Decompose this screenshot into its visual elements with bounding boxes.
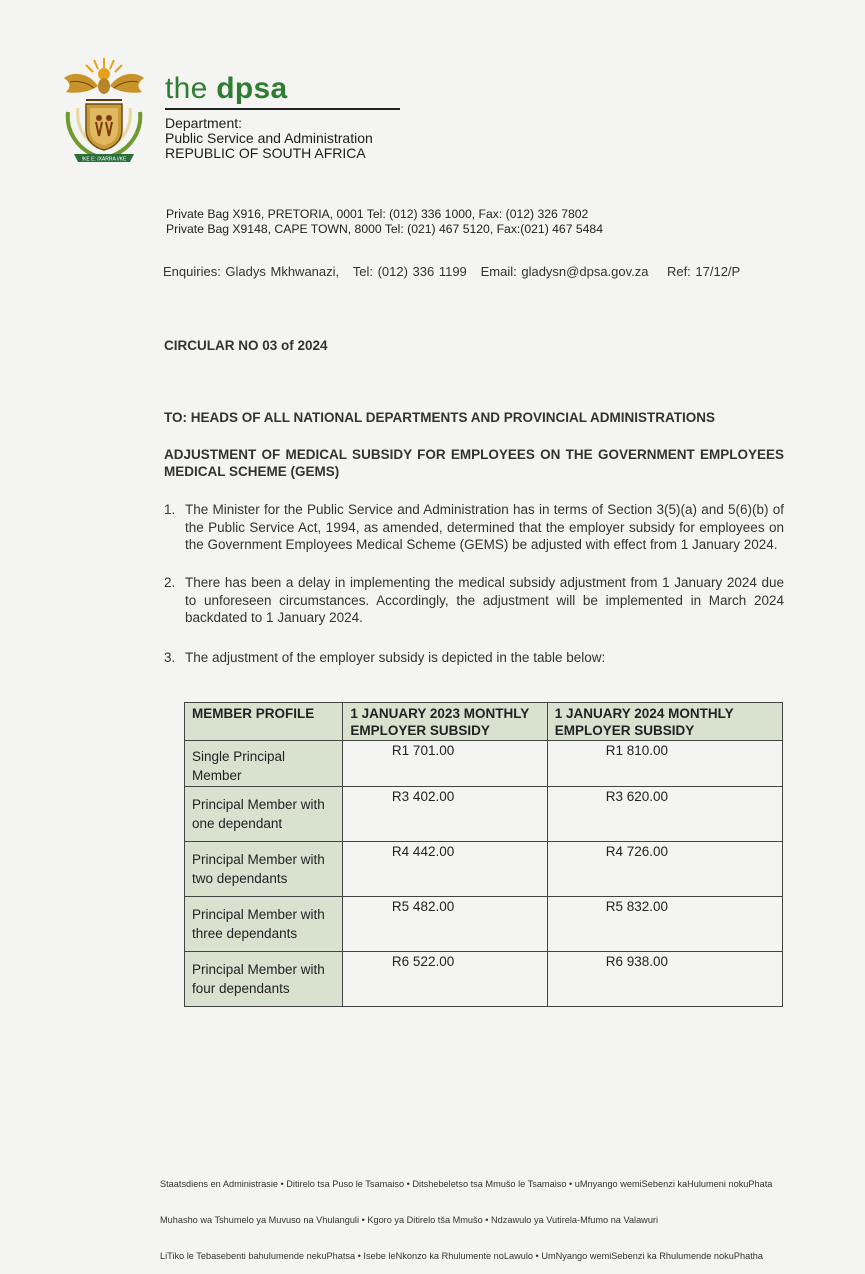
value-2023-cell: R5 482.00 — [343, 897, 547, 952]
address-pretoria: Private Bag X916, PRETORIA, 0001 Tel: (012) 336 1000, Fax: (012) 326 7802 — [166, 207, 589, 221]
profile-cell: Single Principal Member — [185, 741, 343, 787]
brand-divider — [165, 108, 400, 110]
table-row — [185, 787, 783, 842]
value-2023-cell: R1 701.00 — [343, 741, 547, 787]
circular-number: CIRCULAR NO 03 of 2024 — [164, 338, 328, 353]
brand-block — [165, 72, 405, 161]
value-2023-cell: R4 442.00 — [343, 842, 547, 897]
svg-text:!KE E: /XARRA //KE: !KE E: /XARRA //KE — [81, 156, 127, 163]
value-2024-cell: R5 832.00 — [547, 897, 782, 952]
table-row — [185, 952, 783, 1007]
value-2024-cell: R1 810.00 — [547, 741, 782, 787]
coat-of-arms-logo — [56, 52, 152, 168]
table-row — [185, 842, 783, 897]
table-row — [185, 741, 783, 787]
profile-cell: Principal Member with four dependants — [185, 952, 343, 1007]
value-2023-cell: R3 402.00 — [343, 787, 547, 842]
value-2024-cell: R3 620.00 — [547, 787, 782, 842]
value-2024-cell: R6 938.00 — [547, 952, 782, 1007]
paragraph-2: 2. There has been a delay in implementing the medical subsidy adjustment from 1 January 2024 due to unforeseen circumstances. Accordingly, the adjustment will be implemented in March 2024 backdated to 1 January 2024. — [164, 575, 784, 625]
header-2023-subsidy: 1 JANUARY 2023 MONTHLY EMPLOYER SUBSIDY — [343, 703, 547, 741]
address-block — [166, 207, 603, 237]
footer-multilingual: Staatsdiens en Administrasie • Ditirelo tsa Puso le Tsamaiso • Ditshebeletso tsa Mmušo le Tsamaiso • uMnyango wemiSebenzi kaHulumeni nokuPhata Muhasho wa Tshumelo ya Muvuso na Vhulanguli • Kgoro ya Ditirelo tša Mmušo • Ndzawulo ya Vutirela-Mfumo na Valawuri LiTiko le Tebasebenti bahulumende nekuPhatsa • Isebe leNkonzo ka Rhulumente noLawulo • UmNyango wemiSebenzi ka Rhulumende nokuPhatha — [160, 1179, 773, 1261]
subject-heading: ADJUSTMENT OF MEDICAL SUBSIDY FOR EMPLOYEES ON THE GOVERNMENT EMPLOYEES MEDICAL SCHEME (GEMS) — [164, 447, 784, 479]
enquiries-line: Enquiries: Gladys Mkhwanazi, Tel: (012) 336 1199 Email: gladysn@dpsa.gov.za Ref: 17/12/P — [163, 264, 741, 279]
profile-cell: Principal Member with two dependants — [185, 842, 343, 897]
address-cape-town: Private Bag X9148, CAPE TOWN, 8000 Tel: (021) 467 5120, Fax:(021) 467 5484 — [166, 222, 603, 236]
table-row — [185, 897, 783, 952]
header-member-profile: MEMBER PROFILE — [185, 703, 343, 741]
value-2023-cell: R6 522.00 — [343, 952, 547, 1007]
brand-title: the dpsa — [165, 72, 288, 105]
profile-cell: Principal Member with one dependant — [185, 787, 343, 842]
paragraph-3: 3. The adjustment of the employer subsidy is depicted in the table below: — [164, 650, 606, 665]
profile-cell: Principal Member with three dependants — [185, 897, 343, 952]
dept-name: Department: Public Service and Administration REPUBLIC OF SOUTH AFRICA — [165, 115, 373, 161]
table-header-row — [185, 703, 783, 741]
addressee-line: TO: HEADS OF ALL NATIONAL DEPARTMENTS AND PROVINCIAL ADMINISTRATIONS — [164, 410, 716, 425]
paragraph-1: 1. The Minister for the Public Service and Administration has in terms of Section 3(5)(a) and 5(6)(b) of the Public Service Act, 1994, as amended, determined that the employer subsidy for employees on the Government Employees Medical Scheme (GEMS) be adjusted with effect from 1 January 2024. — [164, 502, 784, 552]
value-2024-cell: R4 726.00 — [547, 842, 782, 897]
header-2024-subsidy: 1 JANUARY 2024 MONTHLY EMPLOYER SUBSIDY — [547, 703, 782, 741]
subsidy-table — [184, 702, 783, 1007]
